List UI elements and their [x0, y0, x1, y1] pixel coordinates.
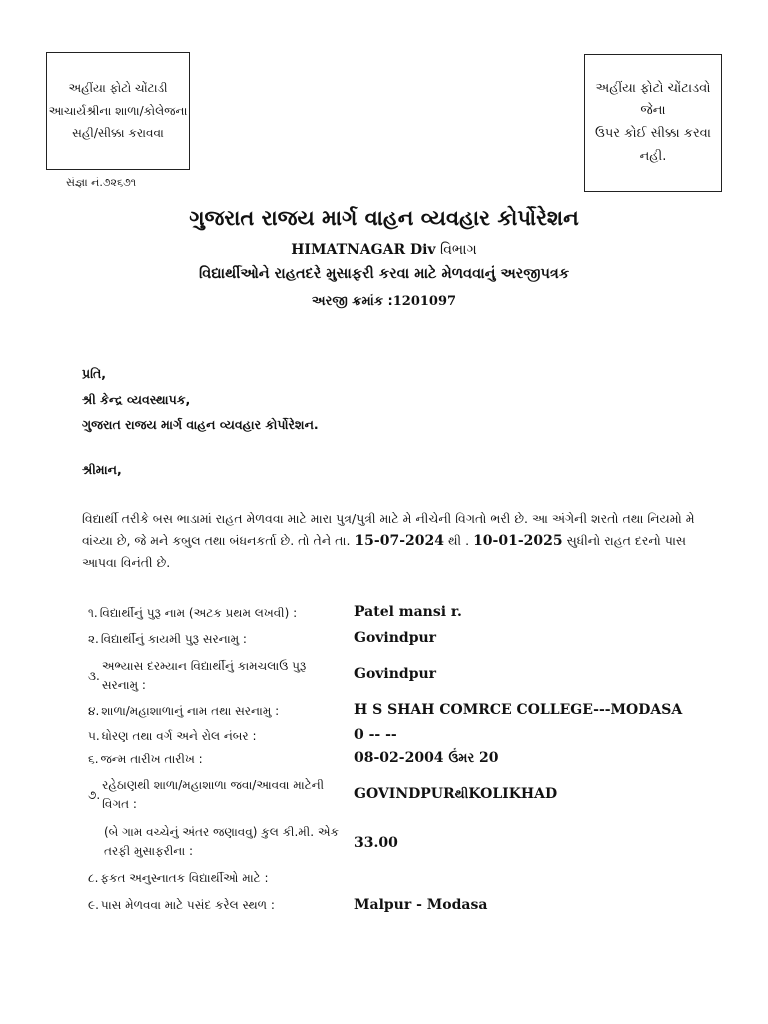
division-line — [0, 242, 768, 258]
division-name: HIMATNAGAR Div — [291, 242, 436, 258]
field-value: Govindpur — [354, 666, 437, 682]
page-title: ગુજરાત રાજય માર્ગ વાહન વ્યવહાર કોર્પોરેશન — [189, 206, 579, 230]
field-label: (બે ગામ વચ્ચેનું અંતર જણાવવુ) કુલ કી.મી. એક તરફી મુસાફરીના : — [104, 825, 339, 858]
stamp-box-line: સહી/સીક્કા કરાવવા — [72, 126, 164, 141]
field-label: ૯. પાસ મેળવવા માટે પસંદ કરેલ સ્થળ : — [88, 898, 275, 912]
photo-box-line: નહી. — [639, 148, 667, 164]
route-to: KOLIKHAD — [468, 786, 558, 802]
photo-box-line: અહીંયા ફોટો ચોંટાડવો જેના — [595, 80, 711, 119]
address-line-2: ગુજરાત રાજય માર્ગ વાહન વ્યવહાર કોર્પોરેશન. — [82, 417, 319, 432]
field-label: ૮. ફકત અનુસ્નાતક વિદ્યાર્થીઓ માટે : — [88, 871, 269, 885]
intro-text: વિદ્યાર્થી તરીકે બસ ભાડામાં રાહત મેળવવા માટે મારા પુત્ર/પુત્રી માટે મે નીચેની વિગતો ભરી છે. આ અંગેની શરતો તથા નિયમો મે વાંચ્યા છે, જે મને કબુલ તથા બંધનકર્તા છે. તો તેને તા. — [82, 511, 695, 548]
application-label: અરજી ક્રમાંક : — [311, 294, 393, 309]
field-label: ૬. જન્મ તારીખ તારીખ : — [88, 752, 203, 766]
intro-text: સુધીનો રાહત દરનો પાસ આપવા વિનંતી છે. — [82, 533, 687, 570]
intro-text: થી . — [447, 533, 470, 548]
field-label: ૭. રહેઠાણથી શાળા/મહાશાળા જવા/આવવા માટેની વિગત : — [88, 778, 325, 811]
age-label: ઉંમર — [448, 751, 475, 766]
route-from: GOVINDPUR — [354, 786, 455, 802]
field-label: ૧. વિદ્યાર્થીનું પુરૂ નામ (અટક પ્રથમ લખવી) : — [88, 606, 298, 620]
form-subtitle: વિદ્યાર્થીઓને રાહતદરે મુસાફરી કરવા માટે મેળવવાનું અરજીપત્રક — [198, 266, 570, 282]
field-value: Malpur - Modasa — [354, 897, 488, 913]
field-label: ૩. અભ્યાસ દરમ્યાન વિદ્યાર્થીનું કામચલાઉ પુરૂ સરનામુ : — [88, 659, 307, 692]
field-value: H S SHAH COMRCE COLLEGE---MODASA — [354, 702, 683, 718]
birthdate-value — [354, 750, 499, 766]
intro-paragraph — [82, 508, 702, 574]
field-label: ૨. વિદ્યાર્થીનું કાયમી પુરૂ સરનામુ : — [88, 632, 247, 646]
age-value: 20 — [479, 750, 499, 766]
salutation: શ્રીમાન, — [82, 462, 122, 477]
registration-number: સંજ્ઞા નં.૭૨૬૭૧ — [66, 176, 137, 189]
stamp-box-line: આચાર્યશ્રીના શાળા/કોલેજના — [48, 103, 188, 118]
field-value: Patel mansi r. — [354, 604, 462, 620]
address-to: પ્રતિ, — [82, 366, 106, 381]
application-number: 1201097 — [392, 294, 457, 309]
route-connector: થી — [454, 787, 469, 802]
distance-value: 33.00 — [354, 835, 398, 851]
address-line-1: શ્રી કેન્દ્ર વ્યવસ્થાપક, — [82, 392, 191, 407]
route-value — [354, 786, 557, 802]
application-number-line — [0, 294, 768, 309]
from-date: 15-07-2024 — [354, 533, 444, 549]
principal-stamp-box — [46, 52, 190, 170]
photo-box — [584, 54, 722, 192]
field-label: ૪. શાળા/મહાશાળાનું નામ તથા સરનામુ : — [88, 704, 280, 718]
field-value: Govindpur — [354, 630, 437, 646]
field-value: 0 -- -- — [354, 727, 397, 743]
division-suffix: વિભાગ — [440, 242, 477, 258]
field-label: ૫. ધોરણ તથા વર્ગ અને રોલ નંબર : — [88, 729, 257, 743]
photo-box-line: ઉપર કોઈ સીક્કા કરવા — [595, 126, 711, 141]
to-date: 10-01-2025 — [473, 533, 563, 549]
birthdate: 08-02-2004 — [354, 750, 444, 766]
stamp-box-line: અહીંયા ફોટો ચોંટાડી — [68, 80, 168, 95]
